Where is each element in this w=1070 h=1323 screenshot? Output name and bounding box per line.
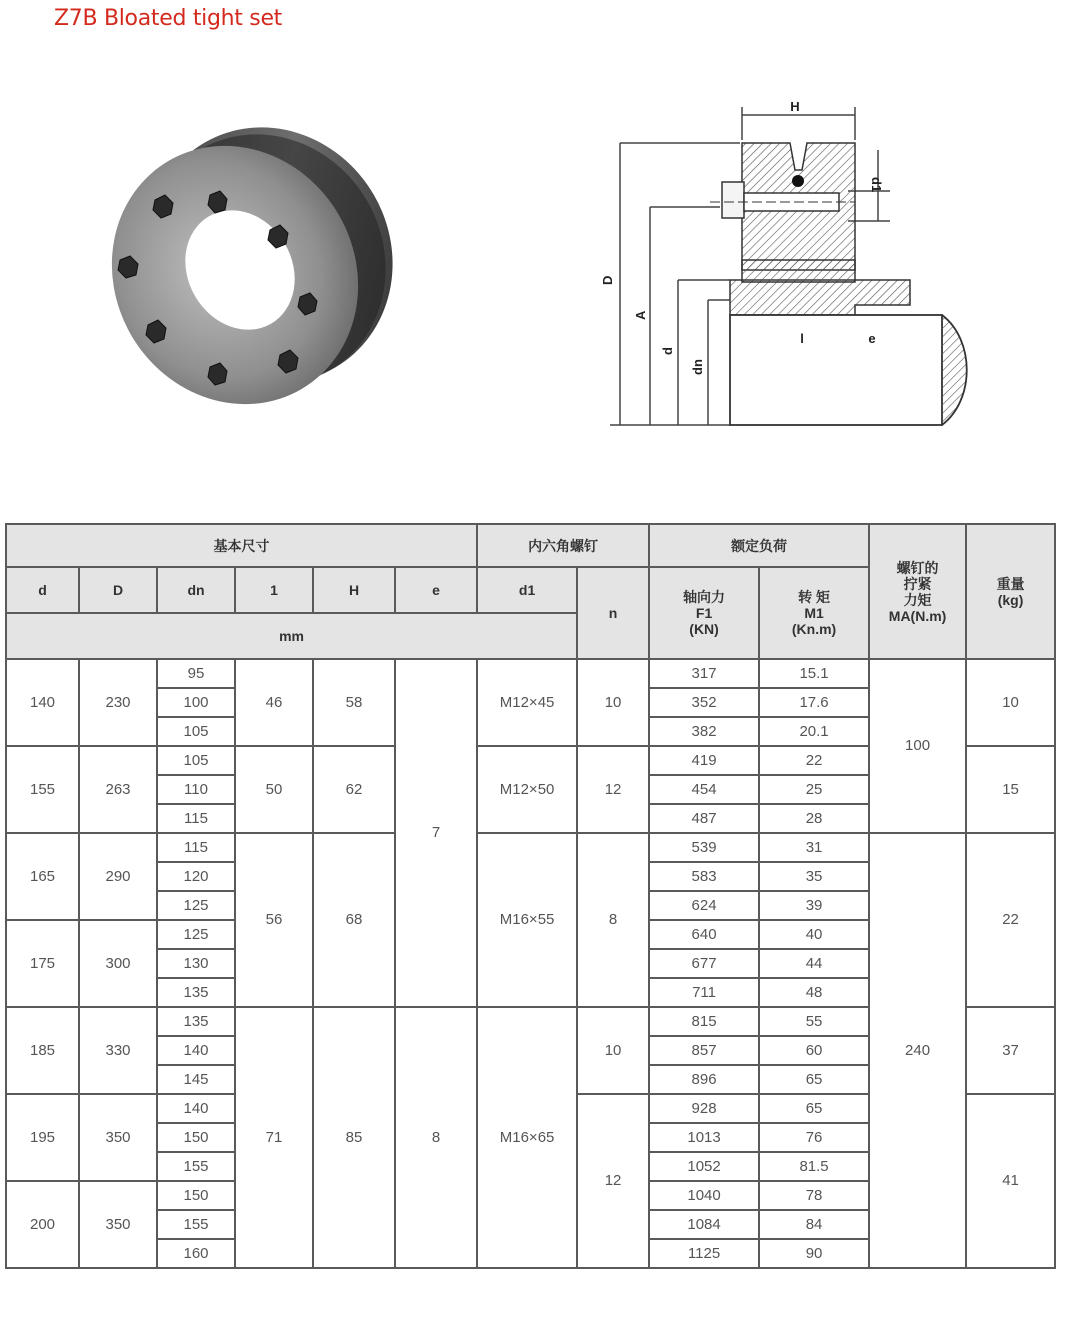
col-d: d: [6, 567, 79, 613]
cross-section-drawing: [590, 95, 970, 435]
header-basic-dimensions: 基本尺寸: [6, 524, 477, 567]
cell-l: 56: [235, 833, 313, 1007]
cell-d: 195: [6, 1094, 79, 1181]
cell-F1: 382: [649, 717, 759, 746]
cell-M1: 55: [759, 1007, 869, 1036]
col-H: H: [313, 567, 395, 613]
cell-M1: 78: [759, 1181, 869, 1210]
col-dn: dn: [157, 567, 235, 613]
cell-M1: 60: [759, 1036, 869, 1065]
cell-M1: 48: [759, 978, 869, 1007]
cell-F1: 352: [649, 688, 759, 717]
cell-e: 7: [395, 659, 477, 1007]
cell-F1: 624: [649, 891, 759, 920]
cell-D: 350: [79, 1181, 157, 1268]
cell-H: 58: [313, 659, 395, 746]
cell-H: 68: [313, 833, 395, 1007]
cell-F1: 454: [649, 775, 759, 804]
cell-F1: 711: [649, 978, 759, 1007]
cell-F1: 1013: [649, 1123, 759, 1152]
cell-d1: M16×65: [477, 1007, 577, 1268]
label-d: d: [660, 347, 675, 355]
cell-dn: 160: [157, 1239, 235, 1268]
cell-dn: 140: [157, 1036, 235, 1065]
header-tightening-torque: 螺钉的 拧紧 力矩 MA(N.m): [869, 524, 966, 659]
header-weight: 重量 (kg): [966, 524, 1055, 659]
cell-D: 230: [79, 659, 157, 746]
cell-F1: 1052: [649, 1152, 759, 1181]
cell-d: 165: [6, 833, 79, 920]
cell-F1: 419: [649, 746, 759, 775]
header-screw: 内六角螺钉: [477, 524, 649, 567]
cell-dn: 130: [157, 949, 235, 978]
cell-F1: 815: [649, 1007, 759, 1036]
cell-M1: 81.5: [759, 1152, 869, 1181]
cell-M1: 65: [759, 1065, 869, 1094]
cell-d: 185: [6, 1007, 79, 1094]
label-d1: d1: [869, 177, 884, 193]
cell-d: 175: [6, 920, 79, 1007]
col-F1: 轴向力 F1 (KN): [649, 567, 759, 659]
cell-weight: 10: [966, 659, 1055, 746]
cell-M1: 17.6: [759, 688, 869, 717]
cell-F1: 677: [649, 949, 759, 978]
cell-weight: 37: [966, 1007, 1055, 1094]
label-A: A: [633, 310, 648, 320]
cell-D: 300: [79, 920, 157, 1007]
cell-dn: 155: [157, 1210, 235, 1239]
cell-n: 10: [577, 659, 649, 746]
cell-F1: 487: [649, 804, 759, 833]
cell-M1: 84: [759, 1210, 869, 1239]
cell-dn: 150: [157, 1123, 235, 1152]
cell-F1: 1040: [649, 1181, 759, 1210]
cell-M1: 20.1: [759, 717, 869, 746]
cell-dn: 155: [157, 1152, 235, 1181]
cell-n: 10: [577, 1007, 649, 1094]
cell-M1: 40: [759, 920, 869, 949]
cell-n: 12: [577, 746, 649, 833]
cell-MA: 240: [869, 833, 966, 1268]
cell-d1: M16×55: [477, 833, 577, 1007]
cell-weight: 22: [966, 833, 1055, 1007]
cell-d1: M12×50: [477, 746, 577, 833]
cell-dn: 105: [157, 746, 235, 775]
cell-dn: 105: [157, 717, 235, 746]
cell-F1: 539: [649, 833, 759, 862]
label-l: l: [800, 331, 804, 346]
cell-dn: 115: [157, 804, 235, 833]
cell-M1: 28: [759, 804, 869, 833]
cell-d: 200: [6, 1181, 79, 1268]
cell-F1: 928: [649, 1094, 759, 1123]
cell-d: 155: [6, 746, 79, 833]
col-d1: d1: [477, 567, 577, 613]
cell-F1: 1084: [649, 1210, 759, 1239]
cell-dn: 110: [157, 775, 235, 804]
cell-dn: 145: [157, 1065, 235, 1094]
cell-M1: 35: [759, 862, 869, 891]
cell-M1: 22: [759, 746, 869, 775]
col-l: 1: [235, 567, 313, 613]
cell-F1: 896: [649, 1065, 759, 1094]
cell-e: 8: [395, 1007, 477, 1268]
label-dn: dn: [690, 359, 705, 375]
cell-dn: 150: [157, 1181, 235, 1210]
cell-dn: 125: [157, 920, 235, 949]
cell-l: 50: [235, 746, 313, 833]
cell-dn: 120: [157, 862, 235, 891]
cell-dn: 135: [157, 978, 235, 1007]
cell-M1: 15.1: [759, 659, 869, 688]
cell-F1: 1125: [649, 1239, 759, 1268]
cell-M1: 65: [759, 1094, 869, 1123]
cell-n: 12: [577, 1094, 649, 1268]
spec-table: [5, 523, 1056, 1269]
cell-weight: 41: [966, 1094, 1055, 1268]
label-H: H: [790, 99, 800, 114]
cell-H: 85: [313, 1007, 395, 1268]
cell-M1: 44: [759, 949, 869, 978]
cell-M1: 31: [759, 833, 869, 862]
cell-d1: M12×45: [477, 659, 577, 746]
label-D: D: [600, 275, 615, 285]
cell-M1: 76: [759, 1123, 869, 1152]
cell-F1: 640: [649, 920, 759, 949]
unit-row: mm: [6, 613, 577, 659]
cell-M1: 90: [759, 1239, 869, 1268]
cell-l: 71: [235, 1007, 313, 1268]
cell-dn: 95: [157, 659, 235, 688]
cell-D: 350: [79, 1094, 157, 1181]
cell-MA: 100: [869, 659, 966, 833]
cell-M1: 39: [759, 891, 869, 920]
cell-F1: 583: [649, 862, 759, 891]
cell-M1: 25: [759, 775, 869, 804]
cell-D: 263: [79, 746, 157, 833]
cell-dn: 115: [157, 833, 235, 862]
col-D: D: [79, 567, 157, 613]
cell-n: 8: [577, 833, 649, 1007]
cell-l: 46: [235, 659, 313, 746]
col-n: n: [577, 567, 649, 659]
col-e: e: [395, 567, 477, 613]
cell-d: 140: [6, 659, 79, 746]
cell-dn: 140: [157, 1094, 235, 1123]
cell-weight: 15: [966, 746, 1055, 833]
cell-dn: 100: [157, 688, 235, 717]
page-title: Z7B Bloated tight set: [54, 6, 283, 31]
cell-F1: 857: [649, 1036, 759, 1065]
cell-D: 290: [79, 833, 157, 920]
cell-F1: 317: [649, 659, 759, 688]
cell-dn: 135: [157, 1007, 235, 1036]
cell-dn: 125: [157, 891, 235, 920]
cell-H: 62: [313, 746, 395, 833]
cell-D: 330: [79, 1007, 157, 1094]
header-rated-load: 额定负荷: [649, 524, 869, 567]
label-e: e: [868, 331, 876, 346]
product-photo: [100, 115, 400, 415]
col-M1: 转 矩 M1 (Kn.m): [759, 567, 869, 659]
